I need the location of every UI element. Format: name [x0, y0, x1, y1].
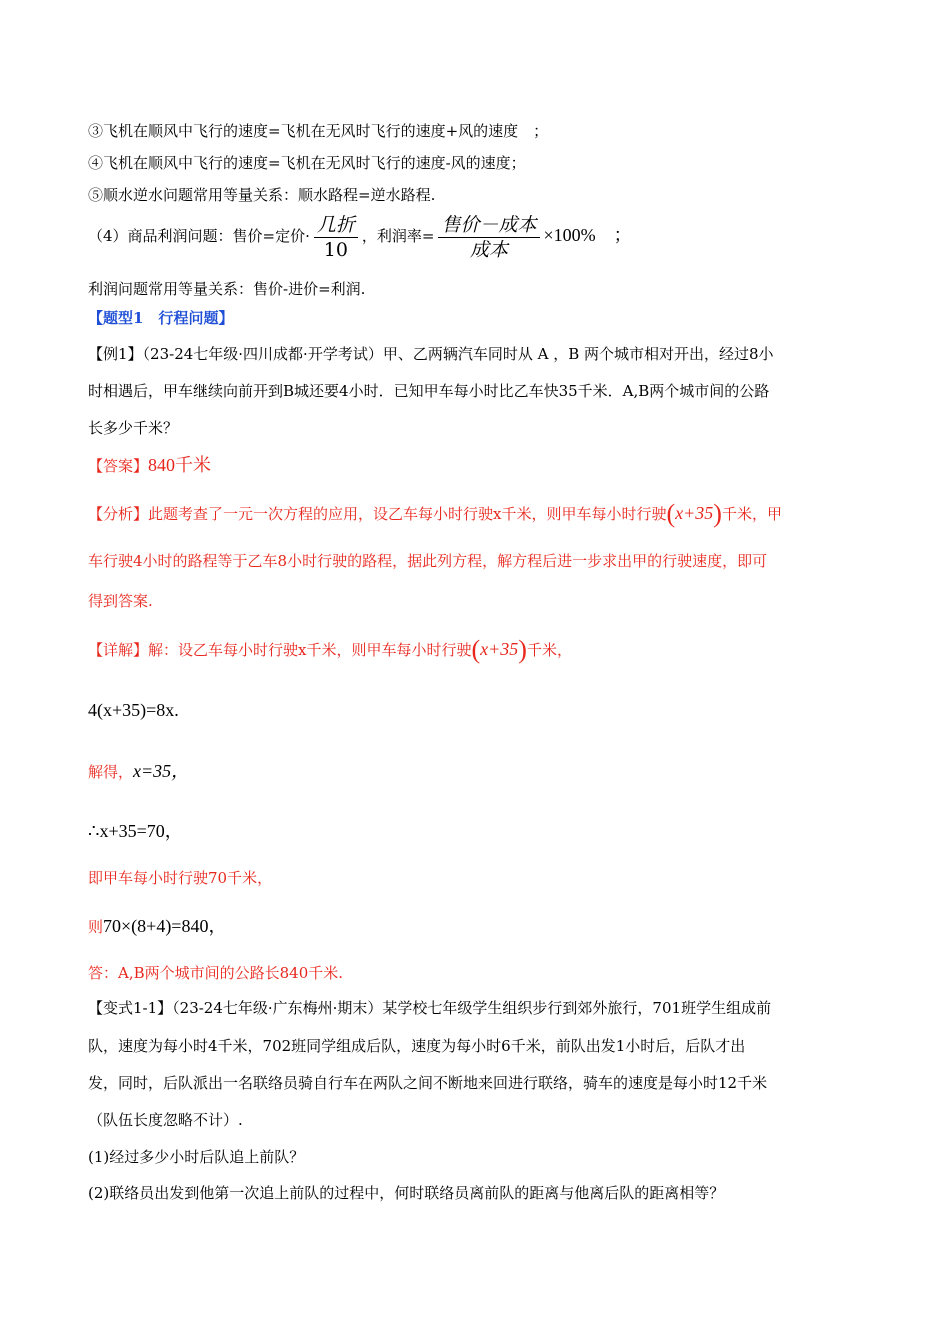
- therefore-line: ∴x+35=70，: [88, 821, 183, 841]
- fraction-profit-rate: [438, 213, 539, 262]
- variant-text-line-2: 队，速度为每小时4千米，702班同学组成后队，速度为每小时6千米，前队出发1小时后，后队才出: [88, 1037, 746, 1055]
- variant-text-line-1: 【变式1-1】（23-24七年级·广东梅州·期末）某学校七年级学生组织步行到郊外旅行，701班学生组成前: [88, 999, 772, 1017]
- answer-label: 【答案】: [88, 457, 149, 475]
- analysis-line-3: 得到答案.: [88, 592, 153, 610]
- analysis-line-2: 车行驶4小时的路程等于乙车8小时行驶的路程，据此列方程，解方程后进一步求出甲的行驶速度，即可: [88, 552, 768, 570]
- text-line-airplane-tailwind: ③飞机在顺风中飞行的速度=飞机在无风时飞行的速度+风的速度 ；: [88, 122, 549, 140]
- example-text-line-3: 长多少千米？: [88, 419, 179, 437]
- profit-middle: ，利润率=: [361, 227, 435, 245]
- fraction-profit-rate-denominator: 成本: [469, 238, 508, 261]
- solve-label: 解得，: [88, 763, 134, 781]
- section-heading: 【题型1 行程问题】: [88, 309, 234, 327]
- answer-value: 840千米: [148, 455, 212, 475]
- question-2: (2)联络员出发到他第一次追上前队的过程中，何时联络员离前队的距离与他离后队的距离相等？: [88, 1184, 725, 1202]
- detail-text-a: 【详解】解：设乙车每小时行驶x千米，则甲车每小时行驶: [88, 641, 472, 659]
- text-line-downstream-upstream: ⑤顺水逆水问题常用等量关系：顺水路程=逆水路程.: [88, 186, 436, 204]
- example-text-line-2: 时相遇后，甲车继续向前开到B城还要4小时．已知甲车每小时比乙车快35千米．A,B两个城市间的公路: [88, 382, 770, 400]
- question-1: (1)经过多少小时后队追上前队？: [88, 1148, 305, 1166]
- equation-line: 4(x+35)=8x.: [88, 700, 179, 720]
- conclusion-line: 答：A,B两个城市间的公路长840千米.: [88, 964, 344, 982]
- detail-line-1: [88, 636, 870, 663]
- detail-expression: (x+35): [471, 635, 527, 664]
- answer-line: [88, 454, 870, 477]
- detail-text-b: 千米，: [526, 641, 572, 659]
- text-line-airplane-headwind: ④飞机在顺风中飞行的速度=飞机在无风时飞行的速度-风的速度；: [88, 154, 526, 172]
- variant-text-line-3: 发，同时，后队派出一名联络员骑自行车在两队之间不断地来回进行联络，骑车的速度是每小时12千米: [88, 1074, 768, 1092]
- fraction-discount: [314, 213, 358, 262]
- example-text-line-1: 【例1】（23-24七年级·四川成都·开学考试）甲、乙两辆汽车同时从 A ，B 两个城市相对开出，经过8小: [88, 345, 774, 363]
- calculation-prefix: 则: [88, 918, 104, 936]
- variant-text-line-4: （队伍长度忽略不计）.: [88, 1111, 243, 1129]
- analysis-text-a: 【分析】此题考查了一元一次方程的应用，设乙车每小时行驶x千米，则甲车每小时行驶: [88, 505, 667, 523]
- solve-value: x=35，: [133, 761, 190, 781]
- fraction-discount-numerator: 几折: [314, 213, 358, 238]
- fraction-profit-rate-numerator: 售价－成本: [438, 213, 539, 238]
- analysis-expression: (x+35): [666, 499, 722, 528]
- speed-line: 即甲车每小时行驶70千米，: [88, 869, 273, 887]
- profit-suffix: ×100% ；: [543, 225, 632, 245]
- text-line-profit-relation: 利润问题常用等量关系：售价-进价=利润.: [88, 280, 366, 298]
- calculation-line: [88, 913, 870, 940]
- analysis-text-b: 千米，甲: [721, 505, 782, 523]
- solve-line: [88, 760, 870, 783]
- calculation-expression: 70×(8+4)=840，: [103, 916, 227, 936]
- profit-prefix: （4）商品利润问题：售价=定价·: [88, 227, 310, 245]
- profit-formula-line: [88, 210, 870, 262]
- analysis-line-1: [88, 500, 870, 527]
- fraction-discount-denominator: 10: [323, 238, 348, 261]
